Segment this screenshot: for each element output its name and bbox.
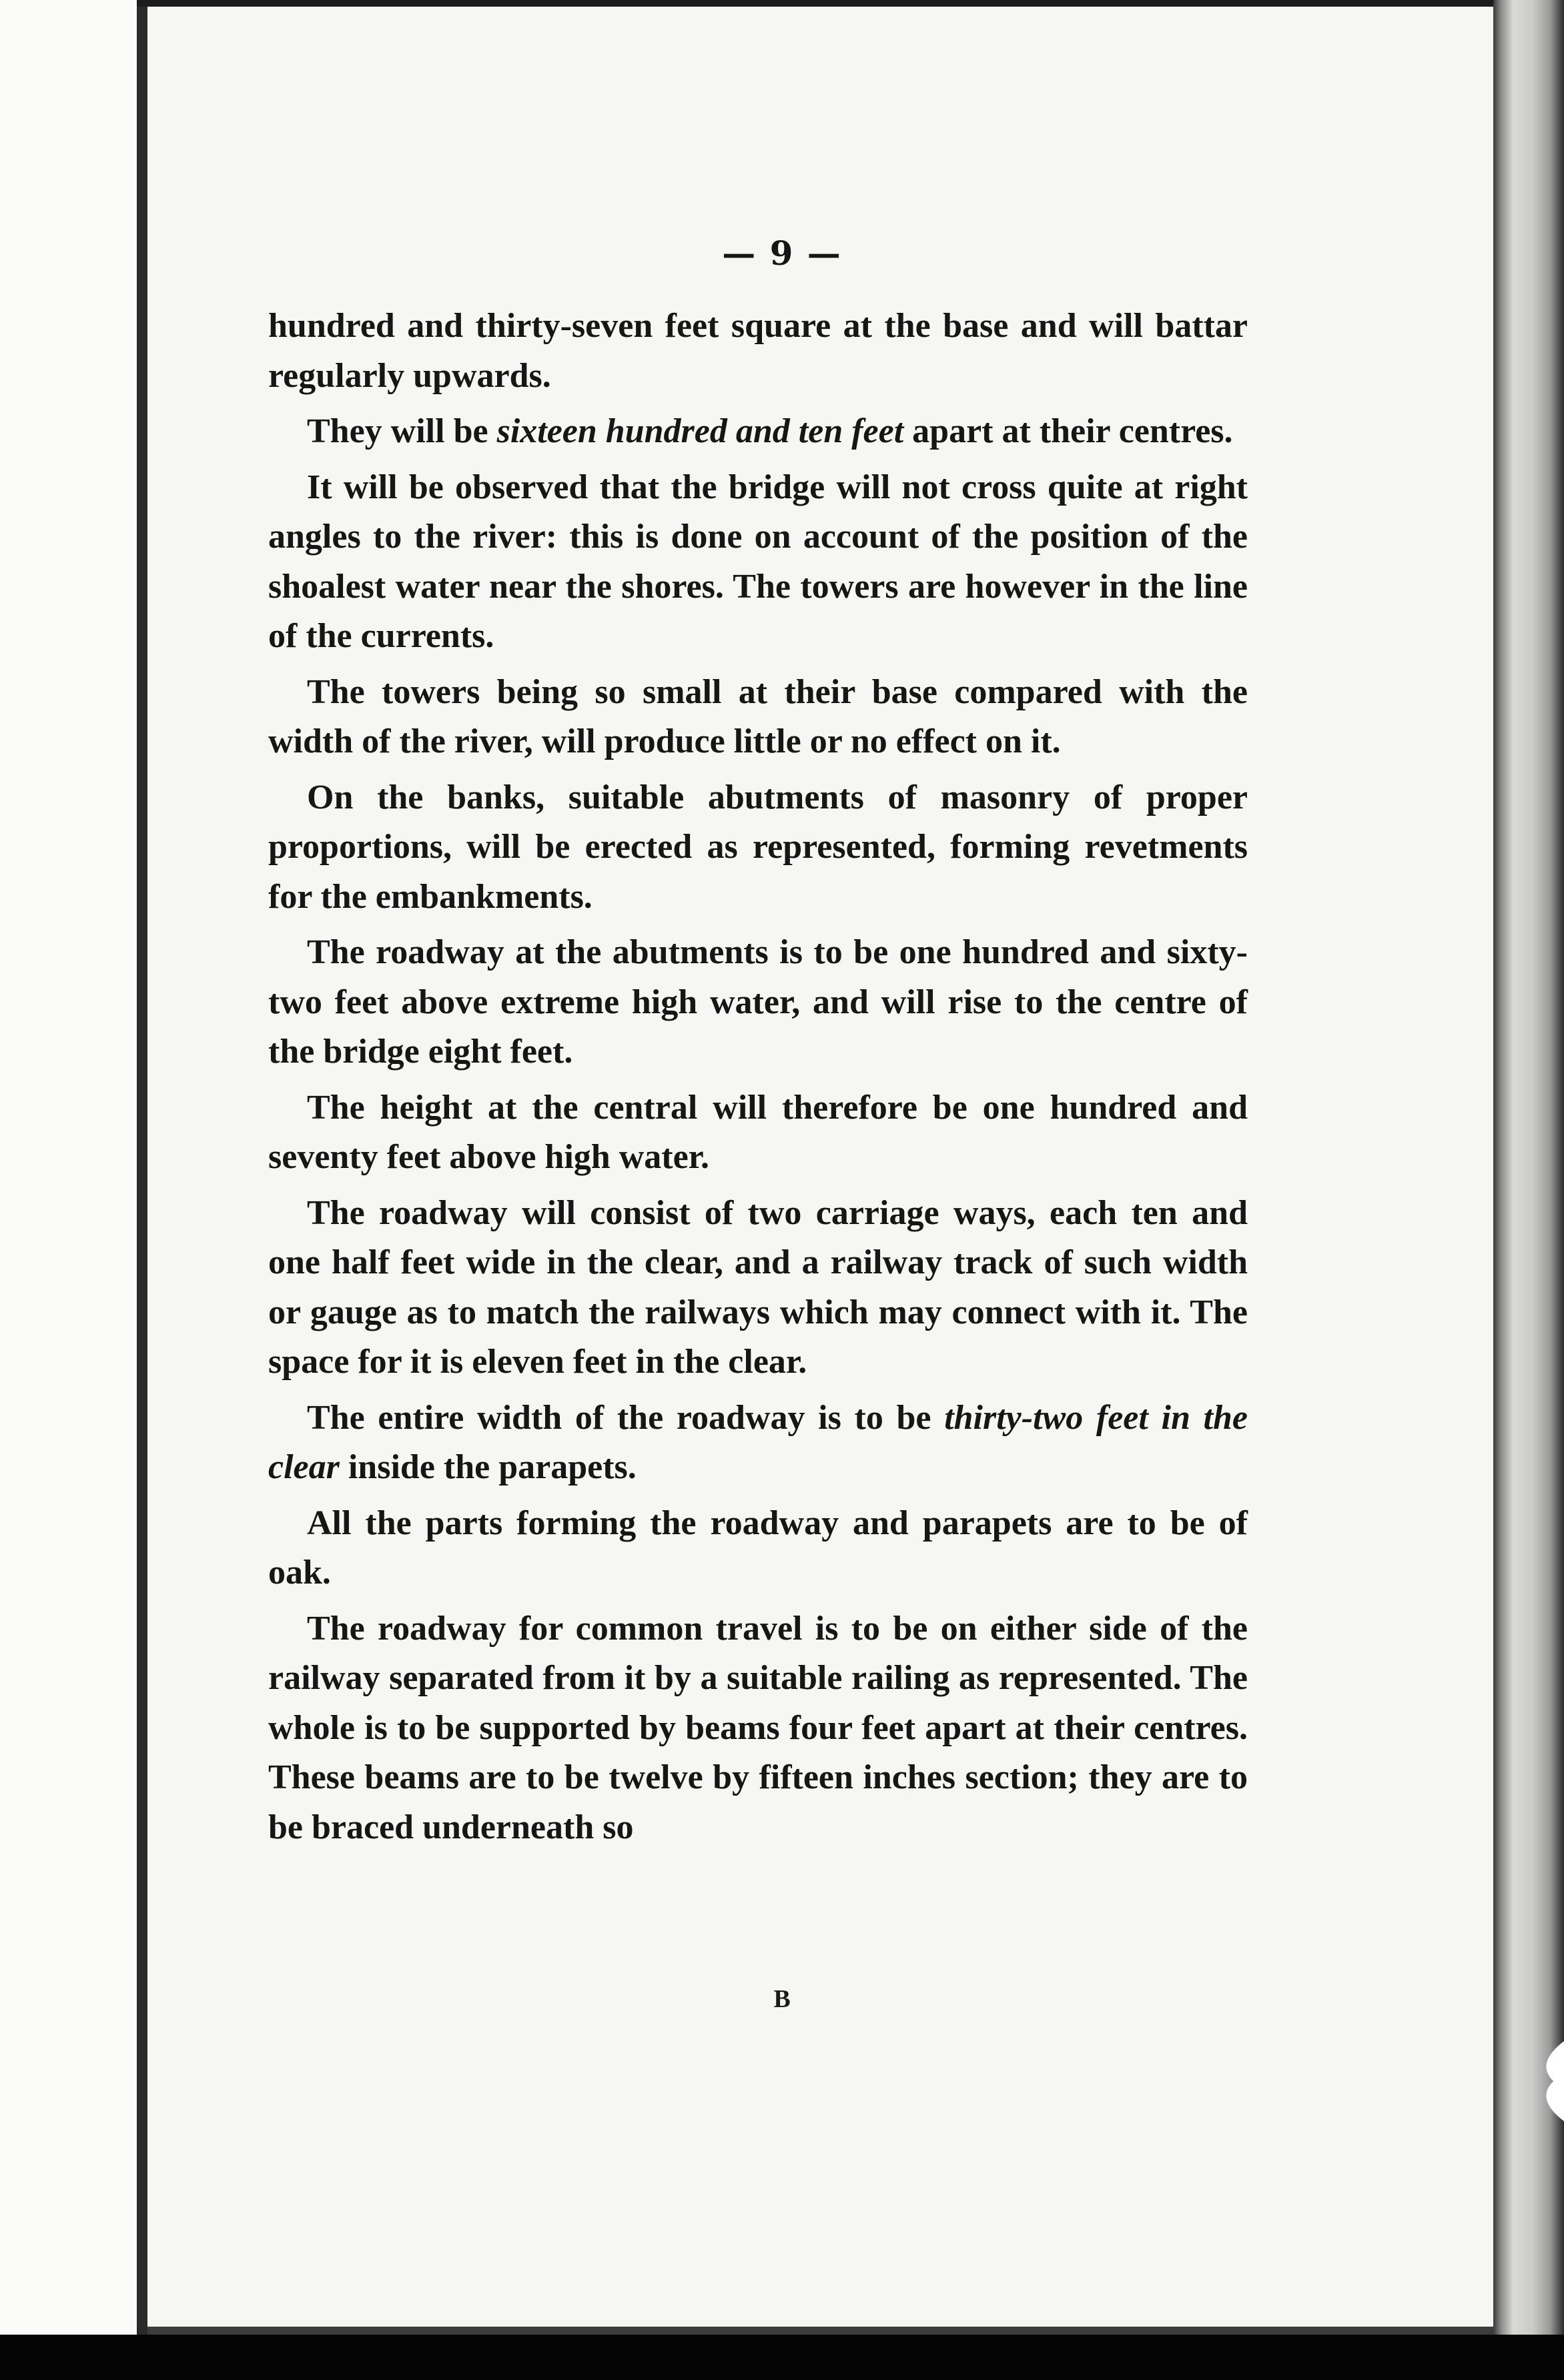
paragraph [268, 773, 1248, 923]
paragraph [268, 1189, 1248, 1387]
scan-bottom-border [0, 2335, 1564, 2380]
paragraph [268, 1393, 1248, 1493]
paragraph-text: The roadway will consist of two carriage ways, each ten and one half feet wide in the clear, and a railway track of such width or gauge as to match the railways which may connect with it. The space for it is eleven feet in the clear. [268, 1193, 1248, 1381]
paragraph-text: The towers being so small at their base compared with the width of the river, will produce little or no effect on it. [268, 672, 1248, 760]
paragraph-text: The roadway for common travel is to be on either side of the railway separated from it by a suitable railing as represented. The whole is to be supported by beams four feet apart at their centres. These beams are to be twelve by fifteen inches section; they are to be braced underneath so [268, 1609, 1248, 1846]
paragraph-text: All the parts forming the roadway and parapets are to be of oak. [268, 1504, 1248, 1592]
paragraph-text: The roadway at the abutments is to be one hundred and sixty-two feet above extreme high water, and will rise to the centre of the bridge eight feet. [268, 933, 1248, 1071]
paragraph-text: The height at the central will therefore be one hundred and seventy feet above high water. [268, 1088, 1248, 1176]
right-page-edge [1493, 0, 1564, 2380]
paragraph-text: hundred and thirty-seven feet square at the base and will battar regularly upwards. [268, 307, 1248, 395]
signature-mark: B [773, 1985, 791, 2013]
paragraph-emphasis: sixteen hundred and ten feet [496, 412, 904, 450]
page-corner-curl-icon [1527, 2041, 1564, 2121]
paragraph [268, 668, 1248, 767]
paragraph-text: inside the parapets. [339, 1448, 637, 1486]
paragraph [268, 928, 1248, 1077]
paragraph-text: They will be [307, 412, 497, 450]
paragraph [268, 302, 1248, 401]
binding-edge [137, 0, 147, 2380]
paragraph-emphasis: thirty-two feet in the clear [268, 1398, 1248, 1486]
body-text [268, 302, 1248, 1852]
paragraph-text: apart at their centres. [903, 412, 1233, 450]
top-page-edge [137, 0, 1511, 7]
paragraph [268, 407, 1248, 457]
page-number: — 9 — [722, 233, 842, 273]
paragraph [268, 1083, 1248, 1183]
paragraph [268, 463, 1248, 662]
paragraph [268, 1604, 1248, 1853]
left-margin [0, 0, 137, 2380]
paragraph-text: On the banks, suitable abutments of masonry of proper proportions, will be erected as represented, forming revetments for the embankments. [268, 778, 1248, 916]
bottom-page-edge [147, 2327, 1493, 2335]
paragraph-text: It will be observed that the bridge will not cross quite at right angles to the river: this is done on account of the position of the shoalest water near the shores. The towers are however in the line of the currents. [268, 468, 1248, 655]
paragraph-text: The entire width of the roadway is to be [307, 1398, 945, 1437]
paragraph [268, 1499, 1248, 1598]
